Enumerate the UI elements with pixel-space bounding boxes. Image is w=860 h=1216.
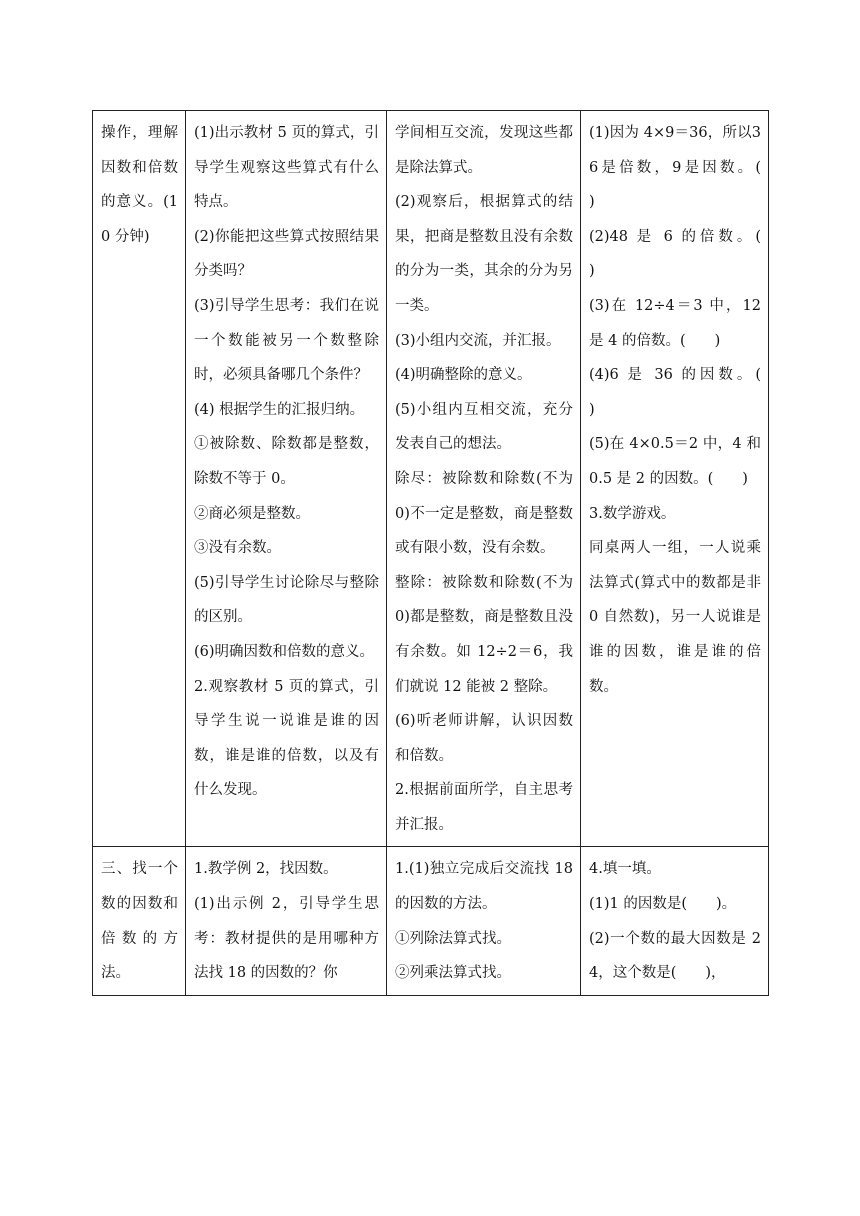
student-step: 整除：被除数和除数(不为 0)都是整数，商是整数且没有余数。如 12÷2＝6，我们就说 12 能被 2 整除。 — [395, 574, 573, 695]
exercise-item: (1)因为 4×9＝36，所以36是倍数，9是因数。( ) — [589, 125, 790, 211]
teacher-activity-cell — [186, 111, 387, 847]
teacher-step: (1)出示例 2，引导学生思考：教材提供的是用哪种方法找 18 的因数的？你 — [194, 896, 379, 982]
student-activity-cell — [387, 111, 581, 847]
lesson-plan-table — [92, 110, 790, 996]
student-step: (3)小组内交流，并汇报。 — [395, 332, 561, 349]
table-row — [93, 111, 769, 847]
exercise-item: (3)在 12÷4＝3 中，12 是 4 的倍数。( ) — [589, 297, 761, 349]
student-step: (5)小组内互相交流，充分发表自己的想法。 — [395, 401, 573, 453]
exercise-item: 3.数学游戏。 — [589, 505, 676, 522]
student-step: 除尽：被除数和除数(不为 0)不一定是整数，商是整数或有限小数，没有余数。 — [395, 470, 573, 557]
student-step: 1.(1)独立完成后交流找 18 的因数的方法。 — [395, 861, 573, 913]
stage-text: 操作，理解因数和倍数的意义。(10 分钟) — [101, 125, 178, 245]
exercise-item: (2)48 是 6 的倍数。( ) — [589, 228, 790, 280]
teacher-step: 1.教学例 2，找因数。 — [194, 861, 338, 878]
exercise-item: 4.填一填。 — [589, 861, 661, 878]
exercise-item: (4)6 是 36 的因数。( ) — [589, 367, 790, 418]
student-step: (4)明确整除的意义。 — [395, 367, 532, 384]
student-step: (2)观察后，根据算式的结果，把商是整数且没有余数的分为一类，其余的分为另一类。 — [395, 194, 573, 314]
student-step: ①列除法算式找。 — [395, 930, 511, 947]
teacher-step: (6)明确因数和倍数的意义。 — [194, 643, 375, 660]
teacher-step: ②商必须是整数。 — [194, 505, 310, 522]
teacher-step: ③没有余数。 — [194, 540, 281, 557]
student-step: ②列乘法算式找。 — [395, 965, 511, 982]
exercise-cell — [581, 847, 769, 995]
exercise-item: (1)1 的因数是( )。 — [589, 896, 737, 913]
teacher-step: (1)出示教材 5 页的算式，引导学生观察这些算式有什么特点。 — [194, 125, 379, 211]
teacher-step: ①被除数、除数都是整数，除数不等于 0。 — [194, 436, 379, 487]
exercise-item: (5)在 4×0.5＝2 中，4 和 0.5 是 2 的因数。( ) — [589, 436, 761, 487]
student-step: (6)听老师讲解，认识因数和倍数。 — [395, 713, 573, 764]
exercise-cell — [581, 111, 790, 847]
stage-cell — [93, 847, 186, 995]
student-step: 学间相互交流，发现这些都是除法算式。 — [395, 125, 573, 176]
teacher-step: (2)你能把这些算式按照结果分类吗？ — [194, 228, 379, 280]
teacher-activity-cell — [186, 847, 387, 995]
stage-text: 三、找一个数的因数和倍数的方法。 — [101, 861, 178, 982]
student-activity-cell — [387, 847, 581, 995]
exercise-item: (2)一个数的最大因数是 24，这个数是( )， — [589, 930, 761, 982]
teacher-step: (4) 根据学生的汇报归纳。 — [194, 401, 365, 418]
exercise-item: 同桌两人一组，一人说乘法算式(算式中的数都是非 0 自然数)，另一人说谁是谁的因数，谁是谁的倍数。 — [589, 540, 761, 695]
teacher-step: (5)引导学生讨论除尽与整除的区别。 — [194, 574, 379, 626]
stage-cell — [93, 111, 186, 847]
table-row — [93, 847, 769, 995]
teacher-step: 2.观察教材 5 页的算式，引导学生说一说谁是谁的因数，谁是谁的倍数，以及有什么发现。 — [194, 678, 379, 799]
student-step: 2.根据前面所学，自主思考并汇报。 — [395, 782, 573, 833]
teacher-step: (3)引导学生思考：我们在说一个数能被另一个数整除时，必须具备哪几个条件？ — [194, 297, 379, 384]
